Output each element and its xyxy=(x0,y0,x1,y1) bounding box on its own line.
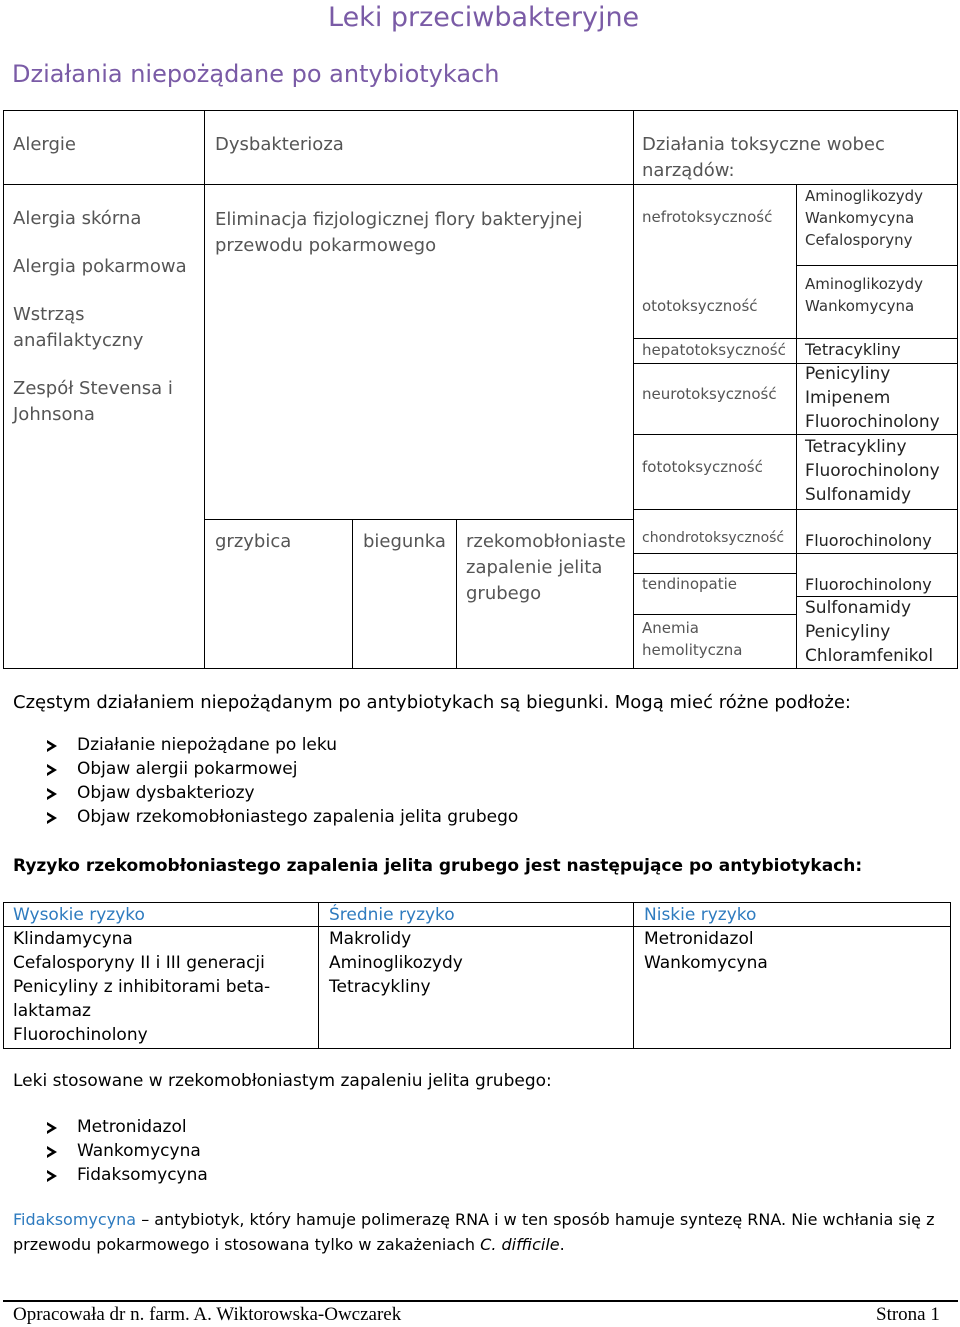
c-difficile-term: C. difficile xyxy=(480,1235,560,1254)
toxicity-name: tendinopatie xyxy=(642,575,737,593)
dysbacteriosis-text: Eliminacja fizjologicznej flory bakteryjnej xyxy=(215,209,583,230)
header-allergies: Alergie xyxy=(13,134,76,155)
drug-name: Cefalosporyny xyxy=(805,231,913,249)
allergy-item: Zespół Stevensa i xyxy=(13,378,173,399)
list-item: Fidaksomycyna xyxy=(77,1165,208,1185)
drug-name: Wankomycyna xyxy=(805,209,915,227)
header-organ-toxicity-2: narządów: xyxy=(642,160,735,181)
toxicity-name: Anemia xyxy=(642,619,699,637)
drug-name: Penicyliny xyxy=(805,622,891,642)
toxicity-name: hemolityczna xyxy=(642,641,743,659)
drug-name: Fluorochinolony xyxy=(805,461,940,481)
drug-name: Penicyliny xyxy=(805,364,891,384)
fungal-infection-cell: grzybica xyxy=(215,531,292,552)
risk-heading: Ryzyko rzekomobłoniastego zapalenia jelita grubego jest następujące po antybiotykach: xyxy=(13,856,863,876)
list-item: Metronidazol xyxy=(77,1117,187,1137)
period: . xyxy=(559,1235,565,1254)
drug-name: Fluorochinolony xyxy=(805,575,932,594)
toxicity-name: hepatotoksyczność xyxy=(642,341,786,359)
drug-name: Imipenem xyxy=(805,388,891,408)
drug-name: Fluorochinolony xyxy=(805,531,932,550)
footer-divider xyxy=(3,1300,958,1302)
allergy-item: anafilaktyczny xyxy=(13,330,144,351)
list-item: Objaw dysbakteriozy xyxy=(77,783,255,803)
medium-risk-drug: Makrolidy xyxy=(329,929,412,949)
arrow-bullet-icon xyxy=(47,1146,57,1158)
risk-header-medium: Średnie ryzyko xyxy=(329,905,455,925)
risk-header-low: Niskie ryzyko xyxy=(644,905,757,925)
drug-name: Aminoglikozydy xyxy=(805,275,924,293)
drug-name: Tetracykliny xyxy=(805,340,901,359)
arrow-bullet-icon xyxy=(47,788,57,800)
fidaxomicin-description-2: przewodu pokarmowego i stosowana tylko w zakażeniach xyxy=(13,1235,481,1254)
diarrhea-cell: biegunka xyxy=(363,531,446,552)
fidaxomicin-description: – antybiotyk, który hamuje polimerazę RNA i w ten sposób hamuje syntezę RNA. Nie wchłania się z xyxy=(136,1210,935,1229)
medium-risk-drug: Aminoglikozydy xyxy=(329,953,463,973)
arrow-bullet-icon xyxy=(47,764,57,776)
allergy-item: Johnsona xyxy=(13,404,95,425)
section-subtitle: Działania niepożądane po antybiotykach xyxy=(12,60,500,88)
fidaxomicin-term: Fidaksomycyna xyxy=(13,1210,137,1229)
footer-author: Opracowała dr n. farm. A. Wiktorowska-Owczarek xyxy=(13,1304,402,1325)
high-risk-drug: Penicyliny z inhibitorami beta- xyxy=(13,977,271,997)
high-risk-drug: Klindamycyna xyxy=(13,929,133,949)
toxicity-name: ototoksyczność xyxy=(642,297,758,315)
allergy-item: Alergia pokarmowa xyxy=(13,256,187,277)
dysbacteriosis-text: przewodu pokarmowego xyxy=(215,235,437,256)
drug-name: Tetracykliny xyxy=(805,437,907,457)
arrow-bullet-icon xyxy=(47,1122,57,1134)
drug-name: Sulfonamidy xyxy=(805,598,912,618)
arrow-bullet-icon xyxy=(47,812,57,824)
drug-name: Wankomycyna xyxy=(805,297,915,315)
drug-name: Aminoglikozydy xyxy=(805,187,924,205)
high-risk-drug: Cefalosporyny II i III generacji xyxy=(13,953,265,973)
risk-header-high: Wysokie ryzyko xyxy=(13,905,145,925)
drug-name: Sulfonamidy xyxy=(805,485,912,505)
medium-risk-drug: Tetracykliny xyxy=(329,977,431,997)
list-item: Wankomycyna xyxy=(77,1141,201,1161)
pseudomembranous-colitis-cell: grubego xyxy=(466,583,542,604)
pseudomembranous-colitis-cell: zapalenie jelita xyxy=(466,557,603,578)
arrow-bullet-icon xyxy=(47,1170,57,1182)
low-risk-drug: Wankomycyna xyxy=(644,953,768,973)
toxicity-name: chondrotoksyczność xyxy=(642,530,785,546)
toxicity-name: nefrotoksyczność xyxy=(642,208,773,226)
fidaxomicin-note-line1 xyxy=(13,1210,935,1229)
arrow-bullet-icon xyxy=(47,740,57,752)
list-item: Objaw alergii pokarmowej xyxy=(77,759,298,779)
drug-name: Chloramfenikol xyxy=(805,646,934,666)
fidaxomicin-note-line2 xyxy=(13,1235,565,1254)
toxicity-name: neurotoksyczność xyxy=(642,385,777,403)
pseudomembranous-colitis-cell: rzekomobłoniaste xyxy=(466,531,626,552)
allergy-item: Alergia skórna xyxy=(13,208,142,229)
header-organ-toxicity-1: Działania toksyczne wobec xyxy=(642,134,885,155)
drug-name: Fluorochinolony xyxy=(805,412,940,432)
list-item: Działanie niepożądane po leku xyxy=(77,735,337,755)
list-item: Objaw rzekomobłoniastego zapalenia jelita grubego xyxy=(77,807,519,827)
treatment-paragraph: Leki stosowane w rzekomobłoniastym zapaleniu jelita grubego: xyxy=(13,1071,552,1091)
high-risk-drug: Fluorochinolony xyxy=(13,1025,148,1045)
header-dysbacteriosis: Dysbakterioza xyxy=(215,134,344,155)
allergy-item: Wstrząs xyxy=(13,304,85,325)
low-risk-drug: Metronidazol xyxy=(644,929,754,949)
footer-page-number: Strona 1 xyxy=(876,1304,940,1325)
toxicity-name: fototoksyczność xyxy=(642,458,763,476)
high-risk-drug: laktamaz xyxy=(13,1001,91,1021)
diarrhea-paragraph: Częstym działaniem niepożądanym po antybiotykach są biegunki. Mogą mieć różne podłoże: xyxy=(13,692,851,713)
page-title: Leki przeciwbakteryjne xyxy=(328,2,640,33)
